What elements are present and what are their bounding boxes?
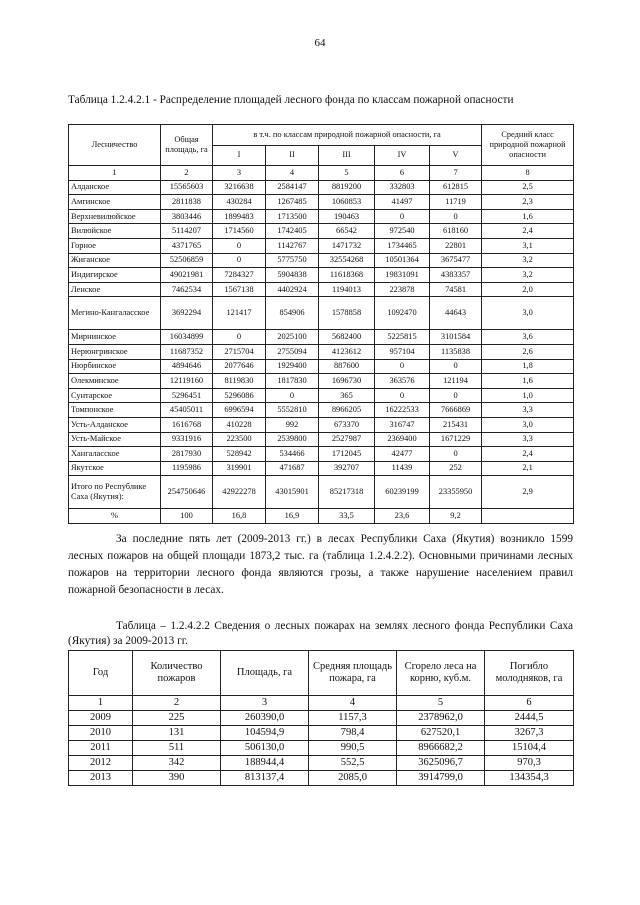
table-cell: 2085,0	[309, 771, 397, 786]
table-cell: 15565603	[161, 180, 213, 195]
table-cell: 225	[133, 711, 221, 726]
table-cell: 1899483	[213, 209, 266, 224]
header-avg-class: Средний класс природной пожарной опасности	[482, 125, 574, 166]
table-cell: 1157,3	[309, 711, 397, 726]
table-cell: 1,6	[482, 374, 574, 389]
table-cell: 3692294	[161, 297, 213, 330]
table-cell: 887600	[319, 359, 375, 374]
col-number: 8	[482, 166, 574, 181]
table-row	[69, 253, 574, 268]
table-row	[69, 195, 574, 210]
table-cell: 2539800	[266, 432, 319, 447]
page-number: 64	[314, 37, 326, 49]
table-cell: 1734465	[375, 238, 430, 253]
table-row	[69, 461, 574, 476]
table-cell: 188944,4	[221, 756, 309, 771]
table-row	[69, 741, 574, 756]
table-row	[69, 374, 574, 389]
table-cell: 1,8	[482, 359, 574, 374]
table-cell: 1,0	[482, 388, 574, 403]
table-cell: 8819200	[319, 180, 375, 195]
table-cell: 3,1	[482, 238, 574, 253]
table-cell: 2,4	[482, 447, 574, 462]
table-cell: 471687	[266, 461, 319, 476]
table-cell: 52506859	[161, 253, 213, 268]
table-row	[69, 180, 574, 195]
table-cell: 1194013	[319, 282, 375, 297]
table-cell: 552,5	[309, 756, 397, 771]
table2-caption: Таблица – 1.2.4.2.2 Сведения о лесных пожарах на землях лесного фонда Республики Саха (Якутия) за 2009-2013 гг.	[68, 620, 573, 647]
table-cell: 2009	[69, 711, 133, 726]
table-cell: 1471732	[319, 238, 375, 253]
table-cell: 45405011	[161, 403, 213, 418]
table-cell: 7462534	[161, 282, 213, 297]
table-cell: 972540	[375, 224, 430, 239]
table-cell: 511	[133, 741, 221, 756]
table-cell: 0	[213, 330, 266, 345]
table-cell: 528942	[213, 447, 266, 462]
table-cell: 2025100	[266, 330, 319, 345]
table-cell: 970,3	[485, 756, 574, 771]
table-cell: 4402924	[266, 282, 319, 297]
table-cell: 4371765	[161, 238, 213, 253]
table-cell: 319901	[213, 461, 266, 476]
table-cell: 5552810	[266, 403, 319, 418]
table-cell: 9331916	[161, 432, 213, 447]
table-cell: 11719	[430, 195, 482, 210]
header-burned-wood: Сгорело леса на корню, куб.м.	[397, 651, 485, 696]
table-row	[69, 417, 574, 432]
table-cell: 410228	[213, 417, 266, 432]
table-cell: 3267,3	[485, 726, 574, 741]
table-cell: 2444,5	[485, 711, 574, 726]
forestry-name: Хангаласское	[69, 447, 161, 462]
table-cell: 316747	[375, 417, 430, 432]
forestry-name: Олекминское	[69, 374, 161, 389]
table-cell: 190463	[319, 209, 375, 224]
table-cell: 11439	[375, 461, 430, 476]
table-cell: 0	[430, 359, 482, 374]
col-number: 5	[397, 696, 485, 711]
table-cell: 7666869	[430, 403, 482, 418]
table-cell: 2378962,0	[397, 711, 485, 726]
table-cell: 1713500	[266, 209, 319, 224]
table-cell: 11687352	[161, 344, 213, 359]
table-cell: 854906	[266, 297, 319, 330]
table-cell: 3,3	[482, 403, 574, 418]
col-number: 3	[221, 696, 309, 711]
table-row	[69, 771, 574, 786]
table-cell: 1742405	[266, 224, 319, 239]
table-cell: 1,6	[482, 209, 574, 224]
table-cell: 5775750	[266, 253, 319, 268]
table-cell: 3914799,0	[397, 771, 485, 786]
table-cell: 3,2	[482, 268, 574, 283]
table-cell: 627520,1	[397, 726, 485, 741]
table-cell: 2811838	[161, 195, 213, 210]
table-row	[69, 224, 574, 239]
table-cell: 2527987	[319, 432, 375, 447]
forestry-name: Алданское	[69, 180, 161, 195]
table-cell: 16,8	[213, 509, 266, 524]
table-cell: 1817830	[266, 374, 319, 389]
table-cell: 15104,4	[485, 741, 574, 756]
table-cell: 3625096,7	[397, 756, 485, 771]
header-area: Площадь, га	[221, 651, 309, 696]
table-cell: 2584147	[266, 180, 319, 195]
table-cell: 22801	[430, 238, 482, 253]
table-cell: 42477	[375, 447, 430, 462]
table-cell: 74581	[430, 282, 482, 297]
table-cell: 23355950	[430, 476, 482, 509]
table-cell: 1092470	[375, 297, 430, 330]
table-cell: 3,3	[482, 432, 574, 447]
header-class-4: IV	[375, 145, 430, 166]
table-cell: 1671229	[430, 432, 482, 447]
table-cell: 23,6	[375, 509, 430, 524]
column-numbers-row	[69, 696, 574, 711]
header-forestry: Лесничество	[69, 125, 161, 166]
table-cell: 131	[133, 726, 221, 741]
column-numbers-row	[69, 166, 574, 181]
table-cell: 2012	[69, 756, 133, 771]
forestry-name: Горное	[69, 238, 161, 253]
table-cell: 1696730	[319, 374, 375, 389]
col-number: 6	[375, 166, 430, 181]
table-cell: 19831091	[375, 268, 430, 283]
header-class-3: III	[319, 145, 375, 166]
col-number: 1	[69, 696, 133, 711]
header-young-forest-lost: Погибло молодняков, га	[485, 651, 574, 696]
table-cell: 813137,4	[221, 771, 309, 786]
col-number: 2	[161, 166, 213, 181]
table-cell: 392707	[319, 461, 375, 476]
table-cell: 1135838	[430, 344, 482, 359]
table-cell: 0	[375, 359, 430, 374]
forest-fires-by-year-table	[68, 650, 574, 786]
table-cell: 342	[133, 756, 221, 771]
table-row	[69, 209, 574, 224]
forestry-name: Нерюнгринское	[69, 344, 161, 359]
forestry-name: Сунтарское	[69, 388, 161, 403]
table1-caption: Таблица 1.2.4.2.1 - Распределение площадей лесного фонда по классам пожарной опасности	[68, 94, 514, 106]
col-number: 4	[266, 166, 319, 181]
table-cell: 1195986	[161, 461, 213, 476]
forestry-name: Мирнинское	[69, 330, 161, 345]
table-cell: 32554268	[319, 253, 375, 268]
table-cell: 5296451	[161, 388, 213, 403]
table-cell: 0	[375, 388, 430, 403]
table-cell: 0	[266, 388, 319, 403]
forestry-name: Ленское	[69, 282, 161, 297]
table-cell: 8966205	[319, 403, 375, 418]
table-cell: 16,9	[266, 509, 319, 524]
table-cell: 430284	[213, 195, 266, 210]
table-cell: 2,6	[482, 344, 574, 359]
table-cell: 4894646	[161, 359, 213, 374]
table-cell: 41497	[375, 195, 430, 210]
table-cell: 5114207	[161, 224, 213, 239]
table-cell: 2,5	[482, 180, 574, 195]
table-cell: 3,2	[482, 253, 574, 268]
table-cell: 506130,0	[221, 741, 309, 756]
table-cell: 60239199	[375, 476, 430, 509]
table-cell: 0	[213, 253, 266, 268]
table-cell: 618160	[430, 224, 482, 239]
table-cell: 0	[430, 209, 482, 224]
table-cell: 33,5	[319, 509, 375, 524]
col-number: 3	[213, 166, 266, 181]
table-cell: 0	[430, 447, 482, 462]
forestry-name: Усть-Алданское	[69, 417, 161, 432]
forestry-name: Мегино-Кангаласское	[69, 297, 161, 330]
table-cell: 1714560	[213, 224, 266, 239]
table-cell: 16034899	[161, 330, 213, 345]
forestry-name: Усть-Майское	[69, 432, 161, 447]
table-cell: 2,0	[482, 282, 574, 297]
table-cell: 5904838	[266, 268, 319, 283]
table-cell: 11618368	[319, 268, 375, 283]
table-cell: 1567138	[213, 282, 266, 297]
table-cell: 2817930	[161, 447, 213, 462]
table-cell: 0	[375, 209, 430, 224]
table-cell: 1578858	[319, 297, 375, 330]
table-cell: 0	[430, 388, 482, 403]
table-cell: 6996594	[213, 403, 266, 418]
col-number: 5	[319, 166, 375, 181]
table-cell: 100	[161, 509, 213, 524]
header-class-1: I	[213, 145, 266, 166]
table-cell: 7284327	[213, 268, 266, 283]
table-cell: 5682400	[319, 330, 375, 345]
table-cell: 798,4	[309, 726, 397, 741]
table-cell: 104594,9	[221, 726, 309, 741]
table-row	[69, 432, 574, 447]
forestry-name: Индигирское	[69, 268, 161, 283]
table-row	[69, 282, 574, 297]
table-row	[69, 297, 574, 330]
table-cell: 1142767	[266, 238, 319, 253]
table-cell: 4383357	[430, 268, 482, 283]
table-cell: 992	[266, 417, 319, 432]
forestry-name: Вилюйское	[69, 224, 161, 239]
forestry-name: Томпонское	[69, 403, 161, 418]
header-year: Год	[69, 651, 133, 696]
table-cell: 49021981	[161, 268, 213, 283]
table-row	[69, 726, 574, 741]
table-cell: 1616768	[161, 417, 213, 432]
forest-fire-class-table	[68, 124, 574, 524]
header-total-area: Общая площадь, га	[161, 125, 213, 166]
table-cell: 4123612	[319, 344, 375, 359]
table-cell: 3216638	[213, 180, 266, 195]
table-row	[69, 447, 574, 462]
table-cell: 2011	[69, 741, 133, 756]
table-cell: 3,0	[482, 297, 574, 330]
table-cell: 2077646	[213, 359, 266, 374]
table-cell: 134354,3	[485, 771, 574, 786]
table-cell: 612815	[430, 180, 482, 195]
forestry-name: Якутское	[69, 461, 161, 476]
table-cell: 66542	[319, 224, 375, 239]
table-cell: 2715704	[213, 344, 266, 359]
table-cell: 2010	[69, 726, 133, 741]
table-row	[69, 388, 574, 403]
table-cell: 363576	[375, 374, 430, 389]
table-cell: 3,0	[482, 417, 574, 432]
col-number: 2	[133, 696, 221, 711]
table-cell: 0	[213, 238, 266, 253]
table-cell: 2755094	[266, 344, 319, 359]
table-cell: 10501364	[375, 253, 430, 268]
header-classes-group: в т.ч. по классам природной пожарной опасности, га	[213, 125, 482, 146]
header-class-2: II	[266, 145, 319, 166]
table-cell: 365	[319, 388, 375, 403]
table-cell: 2,9	[482, 476, 574, 509]
table-cell: 12119160	[161, 374, 213, 389]
table-cell: 3101584	[430, 330, 482, 345]
forestry-name: Верхневилюйское	[69, 209, 161, 224]
col-number: 7	[430, 166, 482, 181]
table-cell: 44643	[430, 297, 482, 330]
header-fire-count: Количество пожаров	[133, 651, 221, 696]
table-cell: 8119830	[213, 374, 266, 389]
table-cell: 16222533	[375, 403, 430, 418]
table-cell: 5296086	[213, 388, 266, 403]
table-cell: 260390,0	[221, 711, 309, 726]
table-cell: 1712045	[319, 447, 375, 462]
header-class-5: V	[430, 145, 482, 166]
col-number: 4	[309, 696, 397, 711]
col-number: 6	[485, 696, 574, 711]
table-cell: 390	[133, 771, 221, 786]
table-cell: 42922278	[213, 476, 266, 509]
table-cell: 9,2	[430, 509, 482, 524]
table-cell: 1267485	[266, 195, 319, 210]
table-cell: 5225815	[375, 330, 430, 345]
forestry-name: Итого по Республике Саха (Якутия):	[69, 476, 161, 509]
table-cell: 215431	[430, 417, 482, 432]
table-cell: 990,5	[309, 741, 397, 756]
table-row	[69, 756, 574, 771]
header-avg-area: Средняя площадь пожара, га	[309, 651, 397, 696]
table-cell	[482, 509, 574, 524]
table-row	[69, 711, 574, 726]
total-row	[69, 476, 574, 509]
table-cell: 3803446	[161, 209, 213, 224]
table-cell: 121417	[213, 297, 266, 330]
forestry-name: %	[69, 509, 161, 524]
table-row	[69, 344, 574, 359]
fires-summary-paragraph: За последние пять лет (2009-2013 гг.) в лесах Республики Саха (Якутия) возникло 1599 лесных пожаров на общей площади 1873,2 тыс. га (таблица 1.2.4.2.2). Основными причинами лесных пожаров на территории лесного фонда являются грозы, а также нарушение населением правил пожарной безопасности в лесах.	[68, 533, 573, 596]
table-cell: 3675477	[430, 253, 482, 268]
table-row	[69, 268, 574, 283]
table-row	[69, 403, 574, 418]
table-cell: 252	[430, 461, 482, 476]
table-cell: 2013	[69, 771, 133, 786]
table-cell: 85217318	[319, 476, 375, 509]
table-cell: 2369400	[375, 432, 430, 447]
forestry-name: Нюрбинское	[69, 359, 161, 374]
table-cell: 2,4	[482, 224, 574, 239]
table-cell: 43015901	[266, 476, 319, 509]
table-cell: 1929400	[266, 359, 319, 374]
forestry-name: Жиганское	[69, 253, 161, 268]
percent-row	[69, 509, 574, 524]
table-row	[69, 359, 574, 374]
table-cell: 534466	[266, 447, 319, 462]
forestry-name: Амгинское	[69, 195, 161, 210]
table-row	[69, 238, 574, 253]
table-cell: 2,1	[482, 461, 574, 476]
table-cell: 8966682,2	[397, 741, 485, 756]
table-cell: 223878	[375, 282, 430, 297]
table-cell: 1060853	[319, 195, 375, 210]
table-cell: 121194	[430, 374, 482, 389]
table-cell: 3,6	[482, 330, 574, 345]
table-cell: 673370	[319, 417, 375, 432]
col-number: 1	[69, 166, 161, 181]
table-cell: 957104	[375, 344, 430, 359]
table-cell: 332803	[375, 180, 430, 195]
table-row	[69, 330, 574, 345]
table-cell: 254750646	[161, 476, 213, 509]
table-cell: 2,3	[482, 195, 574, 210]
table-cell: 223500	[213, 432, 266, 447]
